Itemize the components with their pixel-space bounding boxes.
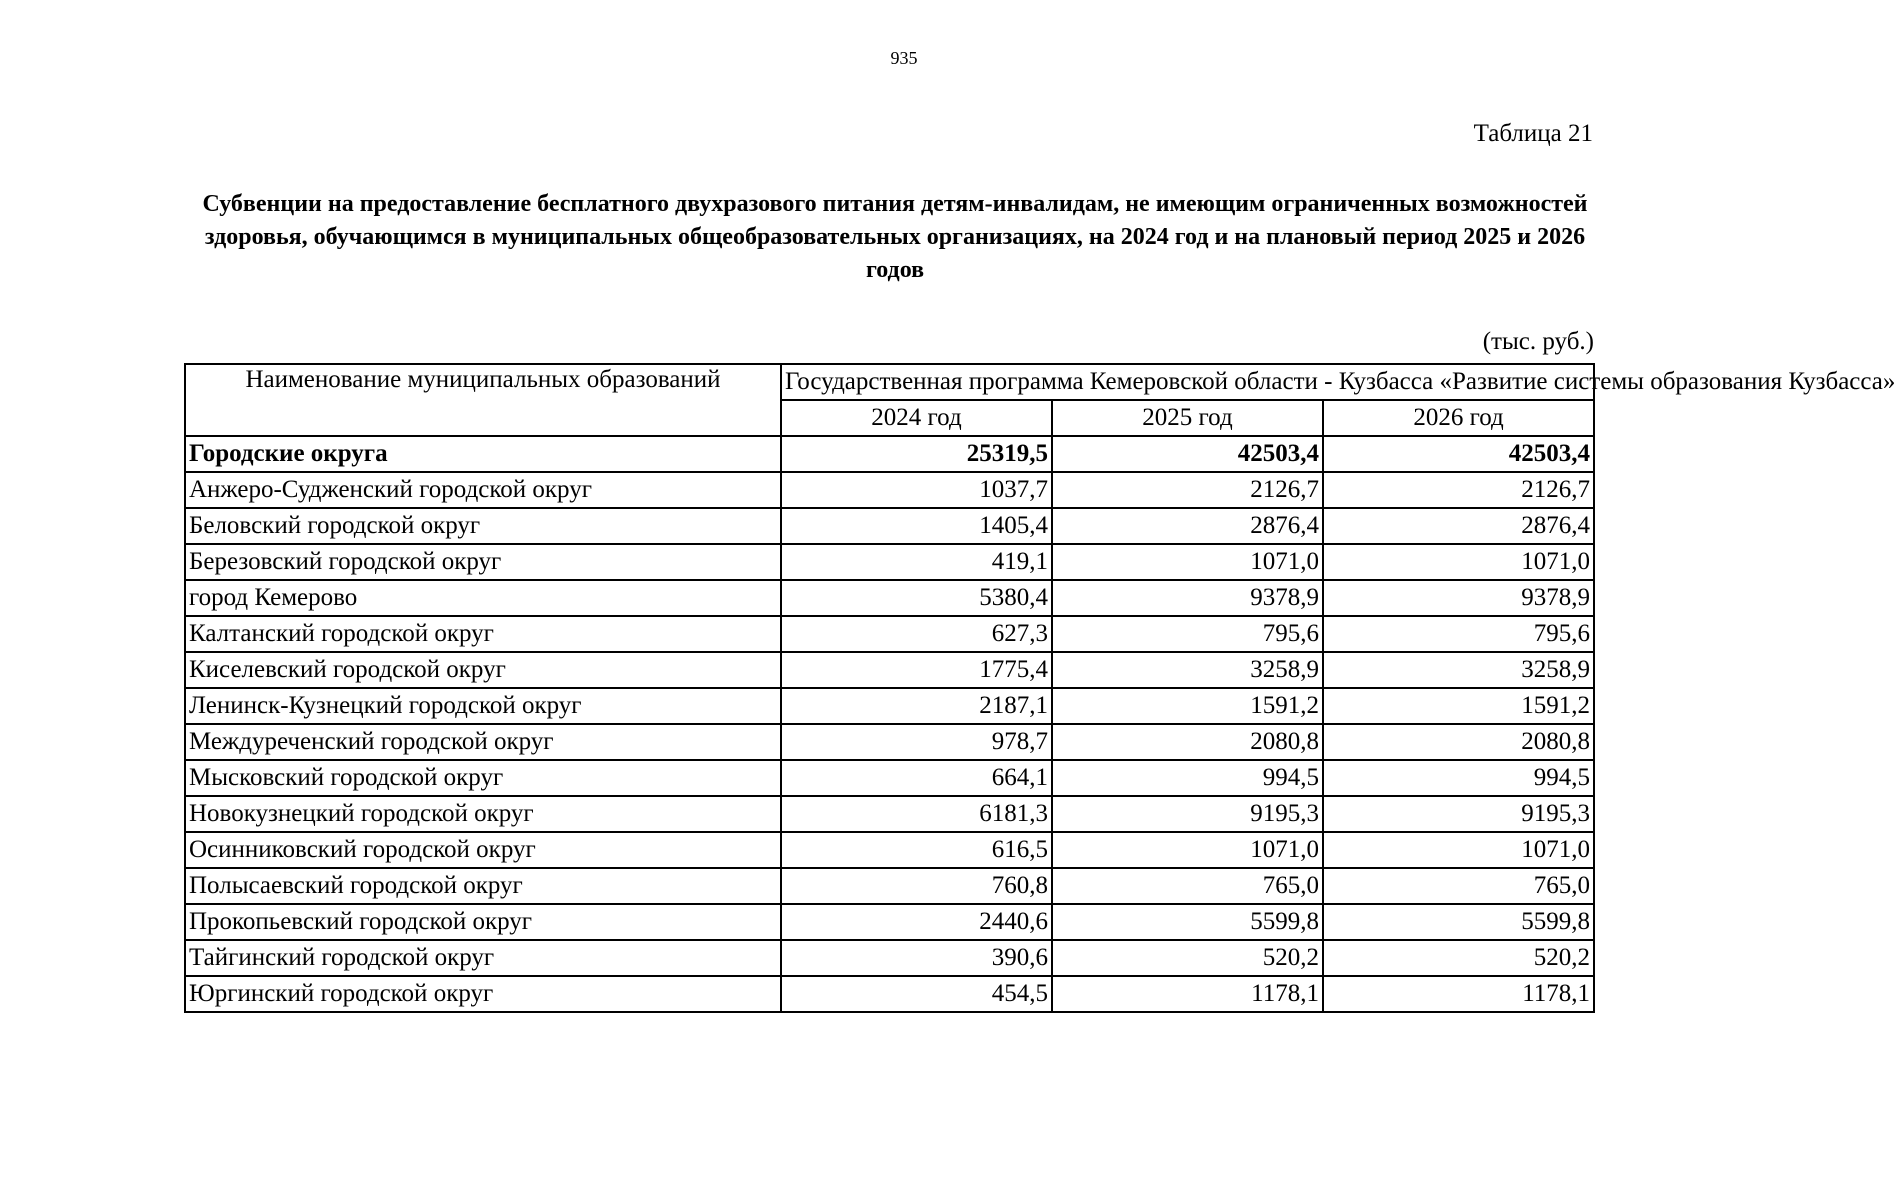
value-2024: 664,1 xyxy=(781,760,1052,796)
table-row xyxy=(185,616,1594,652)
value-2026: 9378,9 xyxy=(1323,580,1594,616)
value-2026: 3258,9 xyxy=(1323,652,1594,688)
value-2026: 2126,7 xyxy=(1323,472,1594,508)
table-row xyxy=(185,508,1594,544)
municipality-name: Березовский городской округ xyxy=(185,544,781,580)
header-municipality: Наименование муниципальных образований xyxy=(185,364,781,436)
municipality-name: Мысковский городской округ xyxy=(185,760,781,796)
table-row xyxy=(185,976,1594,1012)
value-2025: 994,5 xyxy=(1052,760,1323,796)
header-program: Государственная программа Кемеровской области - Кузбасса «Развитие системы образования Кузбасса» xyxy=(781,364,1594,400)
table-row xyxy=(185,832,1594,868)
value-2024: 454,5 xyxy=(781,976,1052,1012)
table-row xyxy=(185,544,1594,580)
header-year-2025: 2025 год xyxy=(1052,400,1323,436)
value-2026: 520,2 xyxy=(1323,940,1594,976)
value-2026: 1178,1 xyxy=(1323,976,1594,1012)
municipality-name: Ленинск-Кузнецкий городской округ xyxy=(185,688,781,724)
value-2025: 2080,8 xyxy=(1052,724,1323,760)
value-2026: 1071,0 xyxy=(1323,832,1594,868)
municipality-name: Киселевский городской округ xyxy=(185,652,781,688)
value-2024: 1405,4 xyxy=(781,508,1052,544)
value-2026: 9195,3 xyxy=(1323,796,1594,832)
value-2025: 1178,1 xyxy=(1052,976,1323,1012)
value-2025: 1071,0 xyxy=(1052,544,1323,580)
document-title: Субвенции на предоставление бесплатного двухразового питания детям-инвалидам, не имеющим ограниченных возможностей здоровья, обучающимся в муниципальных общеобразовательных организациях, на 2024 год и на плановый период 2025 и 2026 годов xyxy=(202,191,1588,283)
table-row xyxy=(185,796,1594,832)
municipality-name: Новокузнецкий городской округ xyxy=(185,796,781,832)
table-row xyxy=(185,724,1594,760)
municipality-name: Прокопьевский городской округ xyxy=(185,904,781,940)
value-2024: 390,6 xyxy=(781,940,1052,976)
subsidy-table xyxy=(184,363,1895,1013)
value-2026: 2080,8 xyxy=(1323,724,1594,760)
value-2024: 760,8 xyxy=(781,868,1052,904)
value-2025: 5599,8 xyxy=(1052,904,1323,940)
value-2024: 419,1 xyxy=(781,544,1052,580)
municipality-name: Полысаевский городской округ xyxy=(185,868,781,904)
total-name: Городские округа xyxy=(185,436,781,472)
municipality-name: Калтанский городской округ xyxy=(185,616,781,652)
table-row xyxy=(185,940,1594,976)
value-2024: 978,7 xyxy=(781,724,1052,760)
municipality-name: город Кемерово xyxy=(185,580,781,616)
total-value-2025: 42503,4 xyxy=(1052,436,1323,472)
table-row xyxy=(185,472,1594,508)
value-2025: 2126,7 xyxy=(1052,472,1323,508)
value-2024: 616,5 xyxy=(781,832,1052,868)
value-2026: 994,5 xyxy=(1323,760,1594,796)
value-2024: 2440,6 xyxy=(781,904,1052,940)
table-label: Таблица 21 xyxy=(1473,120,1593,147)
page-number: 935 xyxy=(890,48,918,68)
value-2024: 2187,1 xyxy=(781,688,1052,724)
total-row xyxy=(185,436,1594,472)
value-2024: 1775,4 xyxy=(781,652,1052,688)
value-2025: 765,0 xyxy=(1052,868,1323,904)
units-label: (тыс. руб.) xyxy=(1482,328,1594,355)
value-2024: 627,3 xyxy=(781,616,1052,652)
table-row xyxy=(185,580,1594,616)
value-2025: 2876,4 xyxy=(1052,508,1323,544)
value-2026: 5599,8 xyxy=(1323,904,1594,940)
value-2026: 795,6 xyxy=(1323,616,1594,652)
value-2025: 3258,9 xyxy=(1052,652,1323,688)
table-row xyxy=(185,868,1594,904)
total-value-2024: 25319,5 xyxy=(781,436,1052,472)
table-header-row xyxy=(185,364,1594,400)
municipality-name: Юргинский городской округ xyxy=(185,976,781,1012)
value-2025: 1071,0 xyxy=(1052,832,1323,868)
value-2026: 1071,0 xyxy=(1323,544,1594,580)
value-2025: 795,6 xyxy=(1052,616,1323,652)
header-year-2024: 2024 год xyxy=(781,400,1052,436)
value-2026: 2876,4 xyxy=(1323,508,1594,544)
table-row xyxy=(185,904,1594,940)
value-2025: 9378,9 xyxy=(1052,580,1323,616)
value-2025: 1591,2 xyxy=(1052,688,1323,724)
municipality-name: Междуреченский городской округ xyxy=(185,724,781,760)
table-row xyxy=(185,760,1594,796)
municipality-name: Анжеро-Судженский городской округ xyxy=(185,472,781,508)
value-2024: 6181,3 xyxy=(781,796,1052,832)
value-2024: 1037,7 xyxy=(781,472,1052,508)
total-value-2026: 42503,4 xyxy=(1323,436,1594,472)
municipality-name: Осинниковский городской округ xyxy=(185,832,781,868)
header-year-2026: 2026 год xyxy=(1323,400,1594,436)
table-row xyxy=(185,688,1594,724)
value-2026: 1591,2 xyxy=(1323,688,1594,724)
table-row xyxy=(185,652,1594,688)
municipality-name: Тайгинский городской округ xyxy=(185,940,781,976)
value-2026: 765,0 xyxy=(1323,868,1594,904)
value-2025: 9195,3 xyxy=(1052,796,1323,832)
value-2024: 5380,4 xyxy=(781,580,1052,616)
municipality-name: Беловский городской округ xyxy=(185,508,781,544)
value-2025: 520,2 xyxy=(1052,940,1323,976)
